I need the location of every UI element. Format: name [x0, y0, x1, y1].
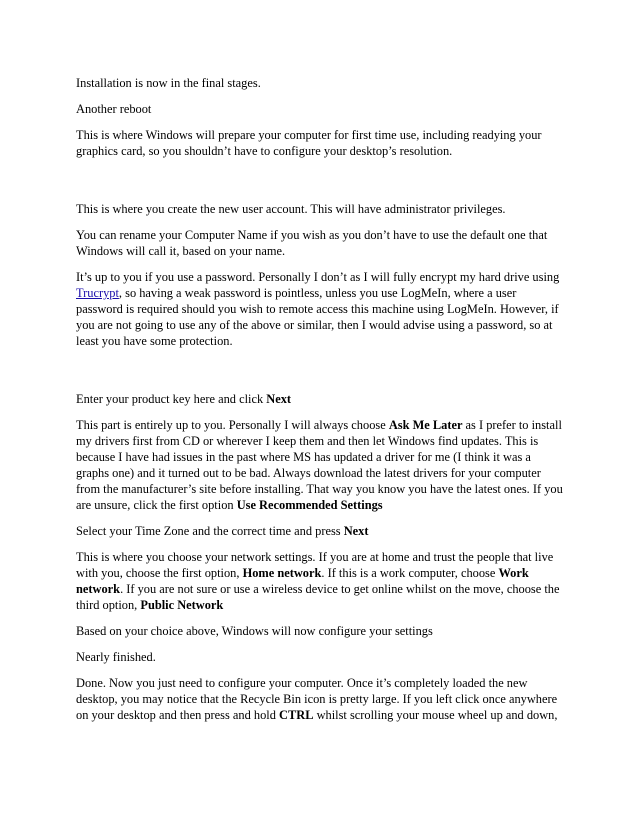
- paragraph-text: It’s up to you if you use a password. Personally I don’t as I will fully encrypt my hard drive using: [76, 270, 560, 284]
- paragraph-text: This is where you create the new user account. This will have administrator privileges.: [76, 202, 506, 216]
- paragraph-text: . If this is a work computer, choose: [321, 566, 499, 580]
- paragraph-computer-name: [76, 227, 566, 259]
- bold-public-network: Public Network: [140, 598, 224, 612]
- paragraph-user-account: [76, 201, 566, 217]
- paragraph-text: This is where you choose your network settings. If you are at home and trust the people that live with you, choose the first option,: [76, 550, 554, 580]
- paragraph-password: [76, 269, 566, 349]
- paragraph-another-reboot: [76, 101, 566, 117]
- paragraph-text: This is where Windows will prepare your computer for first time use, including readying your graphics card, so you shouldn’t have to configure your desktop’s resolution.: [76, 128, 542, 158]
- paragraph-nearly-finished: [76, 649, 566, 665]
- paragraph-text: , so having a weak password is pointless, unless you use LogMeIn, where a user password is required should you wish to remote access this machine using LogMeIn. However, if you are not going to use any of the above or similar, then I would advise using a password, so at least you have some protection.: [76, 286, 559, 348]
- paragraph-text: Another reboot: [76, 102, 152, 116]
- bold-ctrl: CTRL: [279, 708, 314, 722]
- trucrypt-link[interactable]: Trucrypt: [76, 286, 119, 300]
- paragraph-network: [76, 549, 566, 613]
- paragraph-updates: [76, 417, 566, 513]
- paragraph-text: Select your Time Zone and the correct time and press: [76, 524, 344, 538]
- paragraph-text: whilst scrolling your mouse wheel up and down,: [313, 708, 558, 722]
- paragraph-text: This part is entirely up to you. Personally I will always choose: [76, 418, 389, 432]
- paragraph-text: Done. Now you just need to configure your computer. Once it’s completely loaded the new desktop, you may notice that the Recycle Bin icon is pretty large. If you left click once anywhere on your desktop and then press and hold: [76, 676, 558, 722]
- paragraph-configure-settings: [76, 623, 566, 639]
- paragraph-time-zone: [76, 523, 566, 539]
- paragraph-text: Nearly finished.: [76, 650, 156, 664]
- paragraph-prepare-computer: [76, 127, 566, 159]
- paragraph-text: as I prefer to install my drivers first from CD or wherever I keep them and then let Windows find updates. This is because I have had issues in the past where MS has updated a driver for me (I think it was a graphs one) and it turned out to be bad. Always download the latest drivers for your computer from the manufacturer’s site before installing. That way you know you have the latest ones. If you are unsure, click the first option: [76, 418, 563, 512]
- paragraph-product-key: [76, 391, 566, 407]
- paragraph-text: You can rename your Computer Name if you wish as you don’t have to use the default one that Windows will call it, based on your name.: [76, 228, 548, 258]
- bold-ask-me-later: Ask Me Later: [388, 418, 463, 432]
- bold-next: Next: [266, 392, 292, 406]
- paragraph-text: Based on your choice above, Windows will now configure your settings: [76, 624, 433, 638]
- bold-next: Next: [343, 524, 369, 538]
- bold-home-network: Home network: [242, 566, 322, 580]
- paragraph-final-stages: [76, 75, 566, 91]
- paragraph-text: . If you are not sure or use a wireless device to get online whilst on the move, choose the third option,: [76, 582, 560, 612]
- bold-work-network: Work network: [76, 566, 529, 596]
- paragraph-text: Installation is now in the final stages.: [76, 76, 261, 90]
- paragraph-done: [76, 675, 566, 723]
- paragraph-text: Enter your product key here and click: [76, 392, 267, 406]
- document-body: [76, 75, 566, 733]
- bold-use-recommended-settings: Use Recommended Settings: [236, 498, 383, 512]
